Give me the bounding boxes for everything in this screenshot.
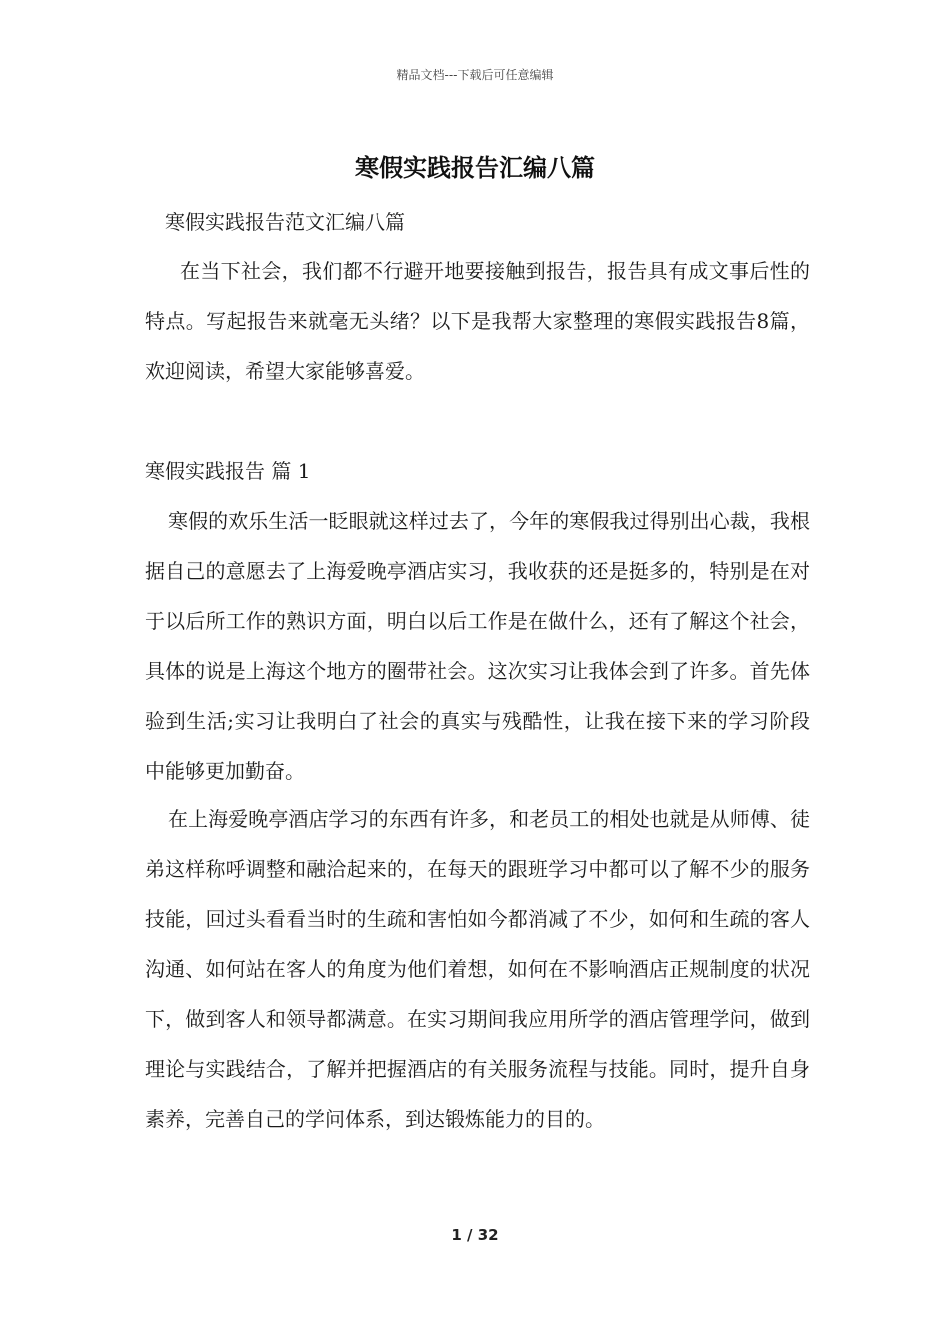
body-paragraph: 寒假的欢乐生活一眨眼就这样过去了，今年的寒假我过得别出心裁，我根据自己的意愿去了上海爱晚亭酒店实习，我收获的还是挺多的，特别是在对于以后所工作的熟识方面，明白以后工作是在做什么，还有了解这个社会，具体的说是上海这个地方的圈带社会。这次实习让我体会到了许多。首先体验到生活;实习让我明白了社会的真实与残酷性，让我在接下来的学习阶段中能够更加勤奋。	[145, 509, 810, 783]
section-heading: 寒假实践报告 篇 1	[145, 459, 311, 483]
document-subtitle: 寒假实践报告范文汇编八篇	[165, 210, 405, 234]
intro-paragraph: 在当下社会，我们都不行避开地要接触到报告，报告具有成文事后性的特点。写起报告来就毫无头绪？以下是我帮大家整理的寒假实践报告8篇，欢迎阅读，希望大家能够喜爱。	[145, 259, 810, 383]
page-number: 1 / 32	[451, 1226, 499, 1244]
header-note: 精品文档---下载后可任意编辑	[396, 68, 554, 82]
document-title: 寒假实践报告汇编八篇	[355, 153, 595, 182]
body-paragraph: 在上海爱晚亭酒店学习的东西有许多，和老员工的相处也就是从师傅、徒弟这样称呼调整和融洽起来的，在每天的跟班学习中都可以了解不少的服务技能，回过头看看当时的生疏和害怕如今都消减了不少，如何和生疏的客人沟通、如何站在客人的角度为他们着想，如何在不影响酒店正规制度的状况下，做到客人和领导都满意。在实习期间我应用所学的酒店管理学问，做到理论与实践结合，了解并把握酒店的有关服务流程与技能。同时，提升自身素养，完善自己的学问体系，到达锻炼能力的目的。	[145, 807, 810, 1131]
